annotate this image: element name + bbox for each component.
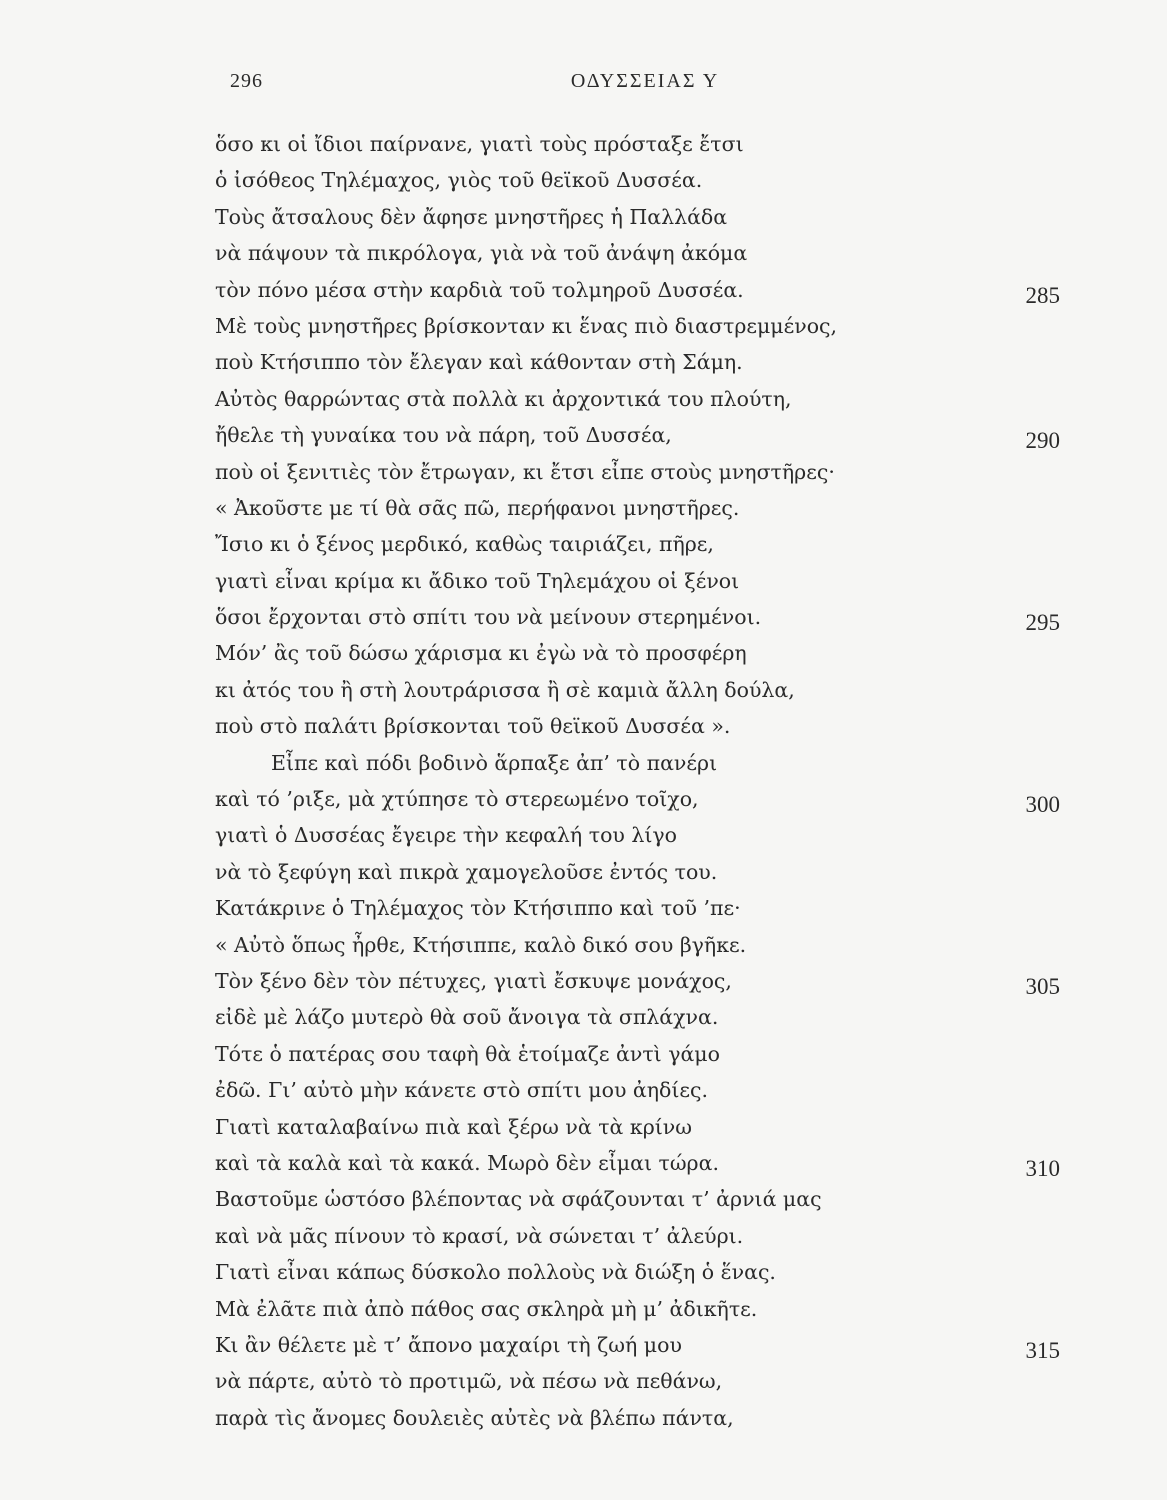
verse-line xyxy=(215,344,1060,380)
line-number: 300 xyxy=(1025,792,1060,818)
verse-line xyxy=(215,999,1060,1035)
verse-text: Βαστοῦμε ὡστόσο βλέποντας νὰ σφάζουνται τ’ ἀρνιά μας xyxy=(215,1187,822,1212)
verse-line xyxy=(215,1109,1060,1145)
verse-line xyxy=(215,1400,1060,1436)
verse-line xyxy=(215,235,1060,271)
verse-line xyxy=(215,126,1060,162)
verse-line xyxy=(215,1254,1060,1290)
verse-text: τὸν πόνο μέσα στὴν καρδιὰ τοῦ τολμηροῦ Δυσσέα. xyxy=(215,277,744,302)
verse-line xyxy=(215,454,1060,490)
verse-line xyxy=(215,1218,1060,1254)
verse-text: νὰ τὸ ξεφύγη καὶ πικρὰ χαμογελοῦσε ἐντός του. xyxy=(215,859,718,884)
verse-text: Γιατὶ καταλαβαίνω πιὰ καὶ ξέρω νὰ τὰ κρίνω xyxy=(215,1114,692,1139)
verse-line xyxy=(215,1291,1060,1327)
verse-line xyxy=(215,1145,1060,1181)
verse-line xyxy=(215,708,1060,744)
verse-text: Αὐτὸς θαρρώντας στὰ πολλὰ κι ἀρχοντικά του πλούτη, xyxy=(215,386,792,411)
verse-text: ποὺ οἱ ξενιτιὲς τὸν ἔτρωγαν, κι ἔτσι εἶπε στοὺς μνηστῆρες· xyxy=(215,459,835,484)
line-number: 295 xyxy=(1025,610,1060,636)
verse-text: Τοὺς ἄτσαλους δὲν ἄφησε μνηστῆρες ἡ Παλλάδα xyxy=(215,204,728,229)
running-title: ΟΔΥΣΣΕΙΑΣ Υ xyxy=(570,70,720,92)
verse-line xyxy=(215,599,1060,635)
line-number: 315 xyxy=(1025,1337,1060,1363)
verse-text: νὰ πάψουν τὰ πικρόλογα, γιὰ νὰ τοῦ ἀνάψη ἀκόμα xyxy=(215,241,748,266)
verse-text: ὁ ἰσόθεος Τηλέμαχος, γιὸς τοῦ θεϊκοῦ Δυσσέα. xyxy=(215,168,703,193)
page-number: 296 xyxy=(230,70,263,92)
verse-text: ποὺ στὸ παλάτι βρίσκονται τοῦ θεϊκοῦ Δυσσέα ». xyxy=(215,714,731,739)
verse-text: ἤθελε τὴ γυναίκα του νὰ πάρη, τοῦ Δυσσέα, xyxy=(215,423,672,448)
verse-line xyxy=(215,963,1060,999)
verse-line xyxy=(215,417,1060,453)
verse-line xyxy=(215,1363,1060,1399)
verse-line xyxy=(215,1181,1060,1217)
line-number: 285 xyxy=(1025,282,1060,308)
line-number: 290 xyxy=(1025,428,1060,454)
verse-line xyxy=(215,272,1060,308)
verse-text: Μὰ ἐλᾶτε πιὰ ἀπὸ πάθος σας σκληρὰ μὴ μ’ ἀδικῆτε. xyxy=(215,1296,758,1321)
verse-line xyxy=(215,199,1060,235)
verse-line xyxy=(215,162,1060,198)
verse-text: νὰ πάρτε, αὐτὸ τὸ προτιμῶ, νὰ πέσω νὰ πεθάνω, xyxy=(215,1369,723,1394)
line-number: 305 xyxy=(1025,973,1060,999)
verse-text: ἐδῶ. Γι’ αὐτὸ μὴν κάνετε στὸ σπίτι μου ἀηδίες. xyxy=(215,1078,709,1103)
verse-text: καὶ νὰ μᾶς πίνουν τὸ κρασί, νὰ σώνεται τ’ ἀλεύρι. xyxy=(215,1223,744,1248)
verse-text: « Αὐτὸ ὅπως ἦρθε, Κτήσιππε, καλὸ δικό σου βγῆκε. xyxy=(215,932,747,957)
verse-line xyxy=(215,490,1060,526)
verse-text: Κατάκρινε ὁ Τηλέμαχος τὸν Κτήσιππο καὶ τοῦ ’πε· xyxy=(215,896,741,921)
verse-line xyxy=(215,635,1060,671)
verse-line xyxy=(215,854,1060,890)
verse-line xyxy=(215,890,1060,926)
verse-line xyxy=(215,1072,1060,1108)
verse-text: κι ἀτός του ἢ στὴ λουτράρισσα ἢ σὲ καμιὰ ἄλλη δούλα, xyxy=(215,677,795,702)
verse-text: Μόν’ ἂς τοῦ δώσω χάρισμα κι ἐγὼ νὰ τὸ προσφέρη xyxy=(215,641,747,666)
verse-text: « Ἀκοῦστε με τί θὰ σᾶς πῶ, περήφανοι μνηστῆρες. xyxy=(215,495,740,520)
verse-text: Ἴσιο κι ὁ ξένος μερδικό, καθὼς ταιριάζει, πῆρε, xyxy=(215,532,714,557)
verse-text: εἰδὲ μὲ λάζο μυτερὸ θὰ σοῦ ἄνοιγα τὰ σπλάχνα. xyxy=(215,1005,719,1030)
verse-text: γιατὶ ὁ Δυσσέας ἔγειρε τὴν κεφαλή του λίγο xyxy=(215,823,678,848)
verse-line xyxy=(215,745,1060,781)
verse-text: ὅσο κι οἱ ἴδιοι παίρνανε, γιατὶ τοὺς πρόσταξε ἔτσι xyxy=(215,132,744,156)
verse-line xyxy=(215,308,1060,344)
verse-line xyxy=(215,1327,1060,1363)
verse-text: Μὲ τοὺς μνηστῆρες βρίσκονταν κι ἕνας πιὸ διαστρεμμένος, xyxy=(215,313,838,338)
verse-line xyxy=(215,817,1060,853)
verse-line xyxy=(215,672,1060,708)
verse-text: Κι ἂν θέλετε μὲ τ’ ἄπονο μαχαίρι τὴ ζωή μου xyxy=(215,1332,682,1357)
verse-text: Τὸν ξένο δὲν τὸν πέτυχες, γιατὶ ἔσκυψε μονάχος, xyxy=(215,968,732,993)
verse-line xyxy=(215,563,1060,599)
verse-line xyxy=(215,1036,1060,1072)
verse-text: παρὰ τὶς ἄνομες δουλειὲς αὐτὲς νὰ βλέπω πάντα, xyxy=(215,1405,734,1430)
verse-text: καὶ τὰ καλὰ καὶ τὰ κακά. Μωρὸ δὲν εἶμαι τώρα. xyxy=(215,1150,719,1175)
verse-text: Εἶπε καὶ πόδι βοδινὸ ἅρπαξε ἀπ’ τὸ πανέρι xyxy=(271,750,718,775)
verse-block xyxy=(215,126,1060,1436)
verse-line xyxy=(215,927,1060,963)
line-number: 310 xyxy=(1025,1155,1060,1181)
verse-text: Τότε ὁ πατέρας σου ταφὴ θὰ ἑτοίμαζε ἀντὶ γάμο xyxy=(215,1041,720,1066)
verse-line xyxy=(215,526,1060,562)
verse-text: Γιατὶ εἶναι κάπως δύσκολο πολλοὺς νὰ διώξη ὁ ἕνας. xyxy=(215,1260,776,1285)
verse-line xyxy=(215,381,1060,417)
verse-line xyxy=(215,781,1060,817)
page-header xyxy=(230,70,1060,100)
verse-text: ποὺ Κτήσιππο τὸν ἔλεγαν καὶ κάθονταν στὴ Σάμη. xyxy=(215,350,743,375)
verse-text: ὅσοι ἔρχονται στὸ σπίτι του νὰ μείνουν στερημένοι. xyxy=(215,605,762,630)
verse-text: καὶ τό ’ριξε, μὰ χτύπησε τὸ στερεωμένο τοῖχο, xyxy=(215,787,699,812)
verse-text: γιατὶ εἶναι κρίμα κι ἄδικο τοῦ Τηλεμάχου οἱ ξένοι xyxy=(215,568,740,593)
